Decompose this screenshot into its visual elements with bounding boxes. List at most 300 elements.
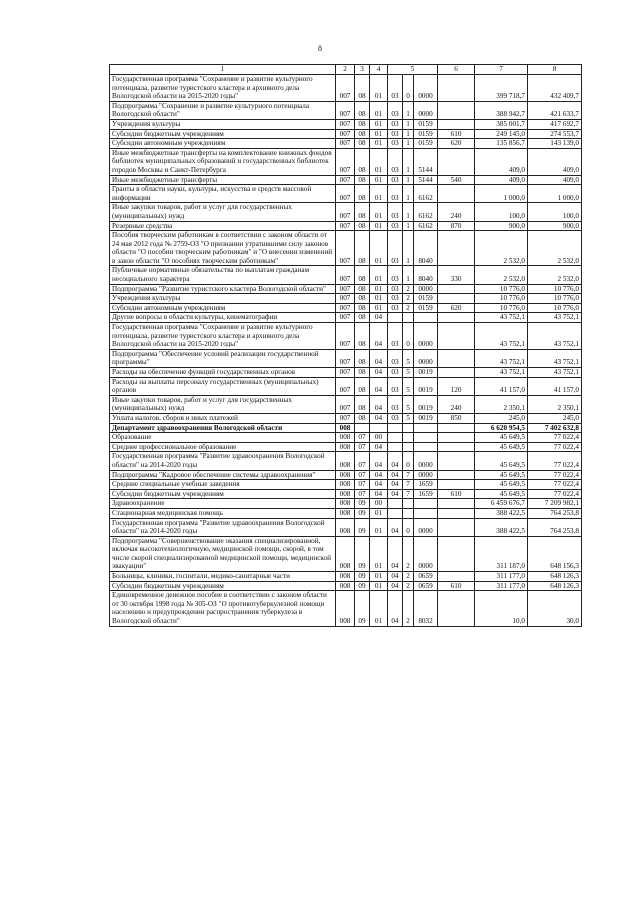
code-target-2: 0 [403,518,414,536]
code-section: 08 [355,175,370,185]
code-target-2: 2 [403,536,414,571]
code-expense-type [438,452,475,470]
table-row [110,433,582,443]
code-section: 08 [355,368,370,378]
table-row [110,129,582,139]
code-ministry: 007 [336,368,355,378]
code-target-1: 03 [388,294,403,304]
code-subsection: 04 [370,368,388,378]
code-target-2: 0 [403,452,414,470]
code-target-2: 7 [403,489,414,499]
code-subsection: 04 [370,377,388,395]
amount-year-2: 77 022,4 [528,442,582,452]
amount-year-1: 2 532,0 [475,266,528,284]
amount-year-1: 388 942,7 [475,101,528,119]
code-target-1: 03 [388,368,403,378]
code-target-1 [388,433,403,443]
table-row [110,442,582,452]
code-subsection: 01 [370,221,388,231]
code-section: 09 [355,581,370,591]
code-expense-type: 620 [438,139,475,149]
code-expense-type [438,284,475,294]
code-expense-type [438,313,475,323]
row-name: Подпрограмма "Кадровое обеспечение системы здравоохранения" [110,470,336,480]
amount-year-1: 900,0 [475,221,528,231]
amount-year-2: 417 692,7 [528,119,582,129]
amount-year-2: 1 000,0 [528,185,582,203]
code-target-2 [403,423,414,433]
code-target-1: 03 [388,221,403,231]
amount-year-1: 249 145,0 [475,129,528,139]
row-name: Публичные нормативные обязательства по выплатам гражданам несоциального характера [110,266,336,284]
code-target-2: 1 [403,185,414,203]
code-subsection: 01 [370,175,388,185]
code-section: 07 [355,480,370,490]
amount-year-1: 45 649,5 [475,452,528,470]
code-target-3: 8032 [414,591,438,626]
table-row [110,368,582,378]
amount-year-1: 43 752,1 [475,349,528,367]
code-section: 08 [355,119,370,129]
code-subsection: 00 [370,499,388,509]
code-subsection: 04 [370,413,388,423]
table-row [110,536,582,571]
amount-year-1: 388 422,5 [475,508,528,518]
code-target-1: 04 [388,581,403,591]
code-ministry: 007 [336,413,355,423]
table-row [110,423,582,433]
amount-year-1: 43 752,1 [475,313,528,323]
code-section: 08 [355,395,370,413]
code-target-3 [414,499,438,509]
code-target-3: 0159 [414,119,438,129]
table-row [110,313,582,323]
code-target-1: 03 [388,231,403,266]
code-target-1: 03 [388,175,403,185]
code-target-3 [414,423,438,433]
table-row [110,377,582,395]
code-subsection [370,423,388,433]
code-target-3: 0000 [414,284,438,294]
code-target-2: 5 [403,377,414,395]
row-name: Среднее профессиональное образование [110,442,336,452]
code-expense-type [438,470,475,480]
amount-year-1: 45 649,5 [475,470,528,480]
row-name: Средние специальные учебные заведения [110,480,336,490]
code-target-1: 03 [388,203,403,221]
code-target-1: 04 [388,518,403,536]
code-subsection: 04 [370,480,388,490]
code-target-3: 1659 [414,489,438,499]
header-cell: 6 [438,65,475,75]
row-name: Здравоохранение [110,499,336,509]
code-target-1: 03 [388,413,403,423]
code-subsection: 01 [370,119,388,129]
table-row [110,148,582,175]
code-ministry: 007 [336,185,355,203]
amount-year-1: 45 649,5 [475,442,528,452]
table-row [110,489,582,499]
amount-year-1: 409,0 [475,175,528,185]
table-row [110,413,582,423]
code-section: 08 [355,129,370,139]
amount-year-1: 385 001,7 [475,119,528,129]
amount-year-2: 2 532,0 [528,266,582,284]
code-section: 09 [355,508,370,518]
code-target-3: 0019 [414,368,438,378]
amount-year-1: 311 187,0 [475,536,528,571]
code-expense-type [438,101,475,119]
code-target-3: 6162 [414,221,438,231]
code-subsection: 01 [370,591,388,626]
code-target-3: 0019 [414,413,438,423]
code-target-1 [388,313,403,323]
row-name: Стационарная медицинская помощь [110,508,336,518]
amount-year-2: 7 209 982,1 [528,499,582,509]
table-row [110,266,582,284]
code-ministry: 007 [336,221,355,231]
code-expense-type [438,349,475,367]
code-target-1: 04 [388,591,403,626]
code-target-2: 5 [403,413,414,423]
table-row [110,185,582,203]
code-ministry: 007 [336,377,355,395]
amount-year-1: 245,0 [475,413,528,423]
amount-year-1: 399 718,7 [475,75,528,102]
table-row [110,231,582,266]
code-subsection: 04 [370,489,388,499]
code-subsection: 04 [370,452,388,470]
row-name: Иные закупки товаров, работ и услуг для государственных (муниципальных) нужд [110,395,336,413]
code-expense-type [438,323,475,350]
row-name: Иные межбюджетные трансферты [110,175,336,185]
code-target-2 [403,499,414,509]
row-name: Больницы, клиники, госпитали, медико-санитарные части [110,572,336,582]
code-section: 07 [355,452,370,470]
table-row [110,101,582,119]
table-row [110,452,582,470]
amount-year-2: 143 139,0 [528,139,582,149]
table-row [110,508,582,518]
code-subsection: 01 [370,185,388,203]
code-target-1: 03 [388,185,403,203]
code-ministry: 007 [336,119,355,129]
code-target-3: 1659 [414,480,438,490]
row-name: Государственная программа "Сохранение и развитие культурного потенциала, развитие туристского кластера и архивного дела Вологодской области на 2015-2020 годы" [110,323,336,350]
table-row [110,518,582,536]
amount-year-2: 7 402 632,8 [528,423,582,433]
code-subsection: 01 [370,581,388,591]
code-ministry: 008 [336,591,355,626]
code-target-3: 0159 [414,129,438,139]
code-target-1: 03 [388,395,403,413]
code-section: 07 [355,442,370,452]
code-expense-type [438,119,475,129]
amount-year-1: 409,0 [475,148,528,175]
code-section: 08 [355,413,370,423]
code-target-2 [403,508,414,518]
code-expense-type [438,423,475,433]
code-ministry: 007 [336,266,355,284]
amount-year-1: 45 649,5 [475,433,528,443]
amount-year-2: 77 022,4 [528,489,582,499]
code-section: 08 [355,139,370,149]
code-target-1: 03 [388,148,403,175]
code-target-2: 0 [403,323,414,350]
code-section: 09 [355,591,370,626]
table-row [110,349,582,367]
code-target-2: 1 [403,221,414,231]
code-subsection: 04 [370,349,388,367]
code-subsection: 04 [370,313,388,323]
code-target-3 [414,508,438,518]
code-target-2: 1 [403,203,414,221]
code-target-3: 5144 [414,175,438,185]
code-section: 08 [355,148,370,175]
code-ministry: 007 [336,175,355,185]
code-section: 09 [355,536,370,571]
code-ministry: 007 [336,231,355,266]
amount-year-2: 100,0 [528,203,582,221]
code-expense-type: 870 [438,221,475,231]
code-expense-type: 240 [438,395,475,413]
code-ministry: 008 [336,581,355,591]
code-target-2: 7 [403,480,414,490]
amount-year-2: 77 022,4 [528,433,582,443]
amount-year-2: 10 776,0 [528,284,582,294]
amount-year-1: 43 752,1 [475,368,528,378]
code-ministry: 007 [336,284,355,294]
code-target-3: 0000 [414,518,438,536]
row-name: Государственная программа "Развитие здравоохранения Вологодской области" на 2014-2020 годы [110,518,336,536]
code-target-2: 1 [403,139,414,149]
code-expense-type [438,508,475,518]
code-target-2: 1 [403,129,414,139]
code-target-2 [403,313,414,323]
row-name: Резервные средства [110,221,336,231]
row-name: Субсидии автономным учреждениям [110,139,336,149]
amount-year-1: 388 422,5 [475,518,528,536]
code-target-1: 03 [388,119,403,129]
code-subsection: 01 [370,75,388,102]
code-target-3 [414,313,438,323]
code-subsection: 04 [370,323,388,350]
code-target-1: 04 [388,572,403,582]
code-target-2: 5 [403,368,414,378]
code-expense-type [438,480,475,490]
code-target-3: 0000 [414,323,438,350]
row-name: Подпрограмма "Развитие туристского кластера Вологодской области" [110,284,336,294]
code-expense-type: 610 [438,129,475,139]
page-number: 8 [318,44,322,53]
code-expense-type [438,294,475,304]
table-row [110,303,582,313]
code-target-2: 5 [403,395,414,413]
table-row [110,175,582,185]
code-target-2 [403,442,414,452]
code-ministry: 007 [336,313,355,323]
code-expense-type [438,442,475,452]
amount-year-2: 764 253,8 [528,508,582,518]
amount-year-2: 409,0 [528,175,582,185]
row-name: Расходы на выплаты персоналу государственных (муниципальных) органов [110,377,336,395]
code-target-1: 04 [388,452,403,470]
amount-year-2: 648 156,3 [528,536,582,571]
amount-year-2: 764 253,8 [528,518,582,536]
table-row [110,480,582,490]
row-name: Расходы на обеспечение функций государственных органов [110,368,336,378]
amount-year-1: 45 649,5 [475,489,528,499]
code-ministry: 008 [336,536,355,571]
code-section: 09 [355,518,370,536]
code-section: 07 [355,489,370,499]
code-ministry: 007 [336,101,355,119]
table-row [110,221,582,231]
table-row [110,323,582,350]
code-section: 08 [355,377,370,395]
amount-year-1: 311 177,0 [475,581,528,591]
code-target-3: 6162 [414,185,438,203]
amount-year-2: 43 752,1 [528,313,582,323]
code-subsection: 01 [370,518,388,536]
code-target-1: 03 [388,75,403,102]
code-target-2: 1 [403,148,414,175]
code-target-1 [388,442,403,452]
table-row [110,119,582,129]
code-section: 08 [355,313,370,323]
code-ministry: 008 [336,489,355,499]
code-target-2: 2 [403,284,414,294]
code-ministry: 007 [336,323,355,350]
code-ministry: 008 [336,423,355,433]
header-cell: 5 [388,65,438,75]
amount-year-2: 77 022,4 [528,480,582,490]
code-expense-type [438,75,475,102]
code-target-1: 04 [388,536,403,571]
amount-year-2: 77 022,4 [528,452,582,470]
code-section: 08 [355,303,370,313]
code-target-3: 0159 [414,303,438,313]
code-target-1: 04 [388,489,403,499]
code-expense-type [438,591,475,626]
code-section: 08 [355,349,370,367]
row-name: Учреждения культуры [110,294,336,304]
row-name: Субсидии автономным учреждениям [110,303,336,313]
code-ministry: 008 [336,499,355,509]
code-subsection: 01 [370,266,388,284]
code-target-1: 03 [388,129,403,139]
code-ministry: 007 [336,139,355,149]
amount-year-1: 100,0 [475,203,528,221]
code-expense-type [438,433,475,443]
code-target-2: 2 [403,294,414,304]
row-name: Подпрограмма "Обеспечение условий реализации государственной программы" [110,349,336,367]
code-expense-type: 610 [438,489,475,499]
header-cell: 4 [370,65,388,75]
table-row [110,499,582,509]
amount-year-1: 1 000,0 [475,185,528,203]
code-section: 07 [355,433,370,443]
code-ministry: 007 [336,75,355,102]
table-row [110,572,582,582]
code-target-2: 2 [403,591,414,626]
row-name: Иные межбюджетные трансферты на комплектование книжных фондов библиотек муниципальных образований и государственных библиотек городов Москвы и Санкт-Петербурга [110,148,336,175]
code-expense-type [438,148,475,175]
code-expense-type [438,518,475,536]
code-subsection: 04 [370,395,388,413]
amount-year-2: 2 350,1 [528,395,582,413]
code-subsection: 01 [370,284,388,294]
code-target-1: 03 [388,101,403,119]
code-target-2: 1 [403,266,414,284]
amount-year-2: 77 022,4 [528,470,582,480]
code-subsection: 01 [370,203,388,221]
code-target-3: 0000 [414,349,438,367]
amount-year-1: 45 649,5 [475,480,528,490]
code-expense-type [438,231,475,266]
code-ministry: 008 [336,433,355,443]
code-section: 07 [355,470,370,480]
row-name: Государственная программа "Развитие здравоохранения Вологодской области" на 2014-2020 годы [110,452,336,470]
code-section: 08 [355,231,370,266]
table-row [110,470,582,480]
code-target-1: 03 [388,266,403,284]
amount-year-2: 421 633,7 [528,101,582,119]
amount-year-2: 409,0 [528,148,582,175]
amount-year-2: 900,0 [528,221,582,231]
code-expense-type [438,185,475,203]
code-target-2: 2 [403,581,414,591]
code-subsection: 01 [370,101,388,119]
row-name: Департамент здравоохранения Вологодской области [110,423,336,433]
code-target-2: 1 [403,119,414,129]
budget-table [109,64,582,627]
code-expense-type [438,536,475,571]
code-target-1 [388,499,403,509]
code-subsection: 01 [370,148,388,175]
code-section: 08 [355,75,370,102]
code-target-3: 0159 [414,139,438,149]
amount-year-1: 10,0 [475,591,528,626]
code-expense-type: 620 [438,303,475,313]
row-name: Единовременное денежное пособие в соответствии с законом области от 30 октября 1998 года № 305-ОЗ "О противотуберкулезной помощи населению и предупреждении распространения туберкулеза в Вологодской области" [110,591,336,626]
amount-year-2: 432 409,7 [528,75,582,102]
code-target-1: 03 [388,139,403,149]
code-subsection: 04 [370,470,388,480]
row-name: Учреждения культуры [110,119,336,129]
code-expense-type: 240 [438,203,475,221]
amount-year-1: 6 620 954,5 [475,423,528,433]
code-section: 09 [355,572,370,582]
code-target-2 [403,433,414,443]
amount-year-1: 10 776,0 [475,284,528,294]
code-target-2: 2 [403,572,414,582]
code-section [355,423,370,433]
row-name: Подпрограмма "Сохранение и развитие культурного потенциала Вологодской области" [110,101,336,119]
code-target-1: 03 [388,349,403,367]
code-ministry: 007 [336,294,355,304]
code-target-3: 0000 [414,536,438,571]
code-section: 08 [355,294,370,304]
code-target-3: 8040 [414,231,438,266]
code-expense-type: 610 [438,581,475,591]
code-section: 09 [355,499,370,509]
amount-year-1: 41 157,0 [475,377,528,395]
code-target-3: 0659 [414,572,438,582]
code-target-1: 03 [388,323,403,350]
table-row [110,294,582,304]
code-expense-type: 540 [438,175,475,185]
